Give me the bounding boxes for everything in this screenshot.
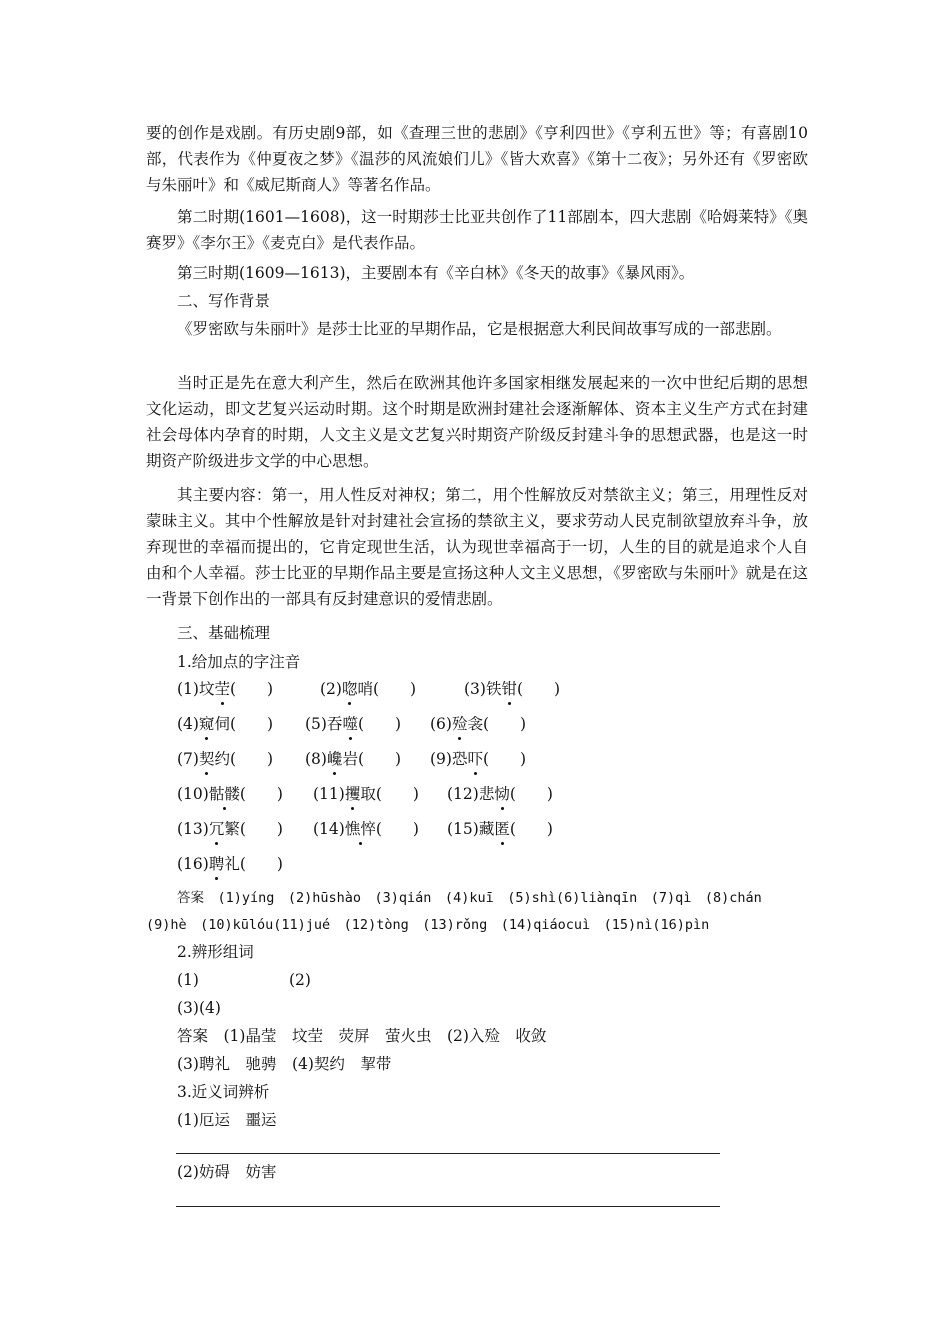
- heading-basics: 三、基础梳理: [177, 624, 271, 642]
- q3-title: 3.近义词辨析: [177, 1083, 270, 1101]
- dotted-char: 殓: [451, 715, 468, 733]
- answer-blank[interactable]: ( ): [358, 750, 402, 768]
- q1-item: (1)坟茔( ): [177, 680, 274, 698]
- dotted-char: 攫: [344, 785, 361, 803]
- paragraph-renaissance: 当时正是先在意大利产生，然后在欧洲其他许多国家相继发展起来的一次中世纪后期的思想文化运动，即文艺复兴运动时期。这个时期是欧洲封建社会逐渐解体、资本主义生产方式在封建社会母体内孕育的时期，人文主义是文艺复兴时期资产阶级反封建斗争的思想武器，也是这一时期资产阶级进步文学的中心思想。: [146, 374, 808, 470]
- paragraph-works-first-period: 要的创作是戏剧。有历史剧9部，如《查理三世的悲剧》《亨利四世》《亨利五世》等；有喜剧10部，代表作为《仲夏夜之梦》《温莎的风流娘们儿》《皆大欢喜》《第十二夜》；另外还有《罗密欧与朱丽叶》和《威尼斯商人》等著名作品。: [146, 124, 808, 194]
- dotted-char: 匿: [494, 820, 510, 838]
- answer-blank[interactable]: ( ): [239, 785, 283, 803]
- q1-item: (2)唿哨( ): [320, 680, 417, 698]
- q1-answer-line-1: 答案 (1)yíng (2)hūshào (3)qián (4)kuī (5)shì(6)liànqīn (7)qì (8)chán: [177, 890, 762, 906]
- answer-blank[interactable]: ( ): [375, 785, 419, 803]
- q1-item: (6)殓衾( ): [430, 715, 527, 733]
- dotted-char: 噬: [342, 715, 358, 733]
- answer-blank[interactable]: ( ): [483, 750, 527, 768]
- q1-item: (10)骷髅( ): [177, 785, 283, 803]
- answer-blank[interactable]: ( ): [509, 820, 553, 838]
- q1-item: (13)冗繁( ): [177, 820, 283, 838]
- dotted-char: 唿: [341, 680, 358, 698]
- dotted-char: 巉: [326, 750, 343, 768]
- paragraph-background-intro: 《罗密欧与朱丽叶》是莎士比亚的早期作品，它是根据意大利民间故事写成的一部悲剧。: [177, 320, 782, 338]
- q1-item: (7)契约( ): [177, 750, 274, 768]
- answer-blank[interactable]: ( ): [230, 715, 274, 733]
- q2-answer-line-2: (3)聘礼 驰骋 (4)契约 挈带: [177, 1055, 392, 1073]
- answer-blank[interactable]: ( ): [483, 715, 527, 733]
- q1-item: (3)铁钳( ): [464, 680, 561, 698]
- dotted-char: 钳: [501, 680, 517, 698]
- paragraph-third-period: 第三时期(1609—1613)，主要剧本有《辛白林》《冬天的故事》《暴风雨》。: [177, 264, 695, 282]
- dotted-char: 冗: [208, 820, 225, 838]
- q1-item: (11)攫取( ): [313, 785, 419, 803]
- dotted-char: 恸: [494, 785, 510, 803]
- q1-answer-line-2: (9)hè (10)kūlóu(11)jué (12)tòng (13)rǒng (14)qiáocuì (15)nì(16)pìn: [146, 917, 710, 933]
- dotted-char: 骷髅: [208, 785, 240, 803]
- dotted-char: 茔: [214, 680, 230, 698]
- paragraph-second-period: 第二时期(1601—1608)，这一时期莎士比亚共创作了11部剧本，四大悲剧《哈姆莱特》《奥赛罗》《李尔王》《麦克白》是代表作品。: [146, 208, 808, 252]
- answer-blank[interactable]: ( ): [375, 820, 419, 838]
- dotted-char: 聘: [208, 855, 225, 873]
- dotted-char: 憔悴: [344, 820, 376, 838]
- dotted-char: 契: [198, 750, 215, 768]
- q1-item: (5)吞噬( ): [305, 715, 402, 733]
- answer-blank[interactable]: ( ): [230, 750, 274, 768]
- q1-item: (9)恐吓( ): [430, 750, 527, 768]
- answer-line[interactable]: [176, 1206, 720, 1207]
- answer-line[interactable]: [176, 1153, 720, 1154]
- q1-item: (4)窥伺( ): [177, 715, 274, 733]
- paragraph-humanism-content: 其主要内容：第一，用人性反对神权；第二，用个性解放反对禁欲主义；第三，用理性反对蒙昧主义。其中个性解放是针对封建社会宣扬的禁欲主义，要求劳动人民克制欲望放弃斗争，放弃现世的幸福而提出的，它肯定现世生活，认为现世幸福高于一切，人生的目的就是追求个人自由和个人幸福。莎士比亚的早期作品主要是宣扬这种人文主义思想，《罗密欧与朱丽叶》就是在这一背景下创作出的一部具有反封建意识的爱情悲剧。: [146, 486, 808, 608]
- answer-blank[interactable]: ( ): [358, 715, 402, 733]
- q1-item: (12)悲恸( ): [447, 785, 553, 803]
- answer-blank[interactable]: ( ): [517, 680, 561, 698]
- q1-item: (14)憔悴( ): [313, 820, 419, 838]
- dotted-char: 吓: [467, 750, 483, 768]
- heading-writing-background: 二、写作背景: [177, 292, 271, 310]
- q2-answer-line-1: 答案 (1)晶莹 坟茔 荧屏 萤火虫 (2)入殓 收敛: [177, 1027, 547, 1045]
- q3-item-1: (1)厄运 噩运: [177, 1111, 277, 1129]
- q1-item: (16)聘礼( ): [177, 855, 283, 873]
- answer-blank[interactable]: ( ): [239, 855, 283, 873]
- answer-blank[interactable]: ( ): [230, 680, 274, 698]
- q2-item-2: (2): [289, 971, 311, 989]
- q2-items-3-4: (3)(4): [177, 999, 221, 1017]
- q1-title: 1.给加点的字注音: [177, 653, 301, 671]
- answer-blank[interactable]: ( ): [509, 785, 553, 803]
- answer-blank[interactable]: ( ): [373, 680, 417, 698]
- q2-title: 2.辨形组词: [177, 943, 254, 961]
- dotted-char: 窥: [198, 715, 215, 733]
- q1-item: (15)藏匿( ): [447, 820, 553, 838]
- q3-item-2: (2)妨碍 妨害: [177, 1163, 277, 1181]
- q1-item: (8)巉岩( ): [305, 750, 402, 768]
- q2-item-1: (1): [177, 971, 199, 989]
- answer-blank[interactable]: ( ): [239, 820, 283, 838]
